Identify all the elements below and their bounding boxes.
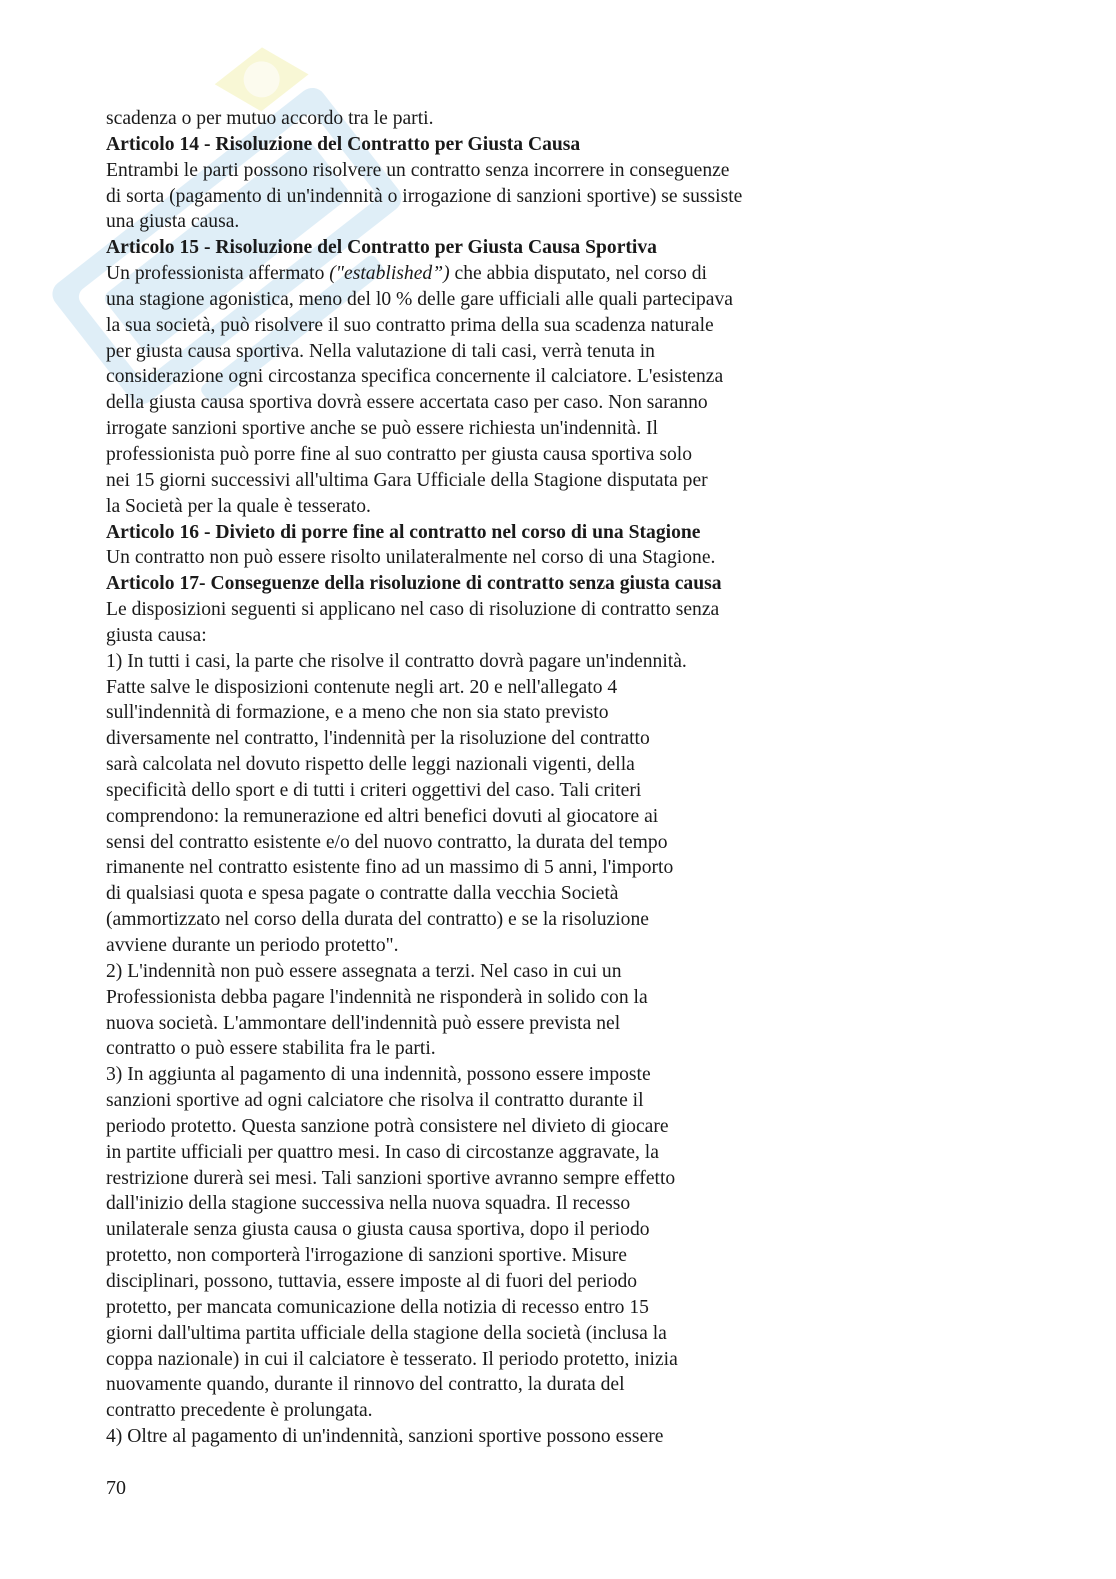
text-line: la sua società, può risolvere il suo contratto prima della sua scadenza naturale: [106, 314, 714, 336]
text-line: unilaterale senza giusta causa o giusta causa sportiva, dopo il periodo: [106, 1219, 650, 1241]
emphasis-text: ("established”): [329, 263, 450, 285]
text-segment: che abbia disputato, nel corso di: [449, 263, 707, 285]
text-line: giusta causa:: [106, 624, 207, 646]
text-line: della giusta causa sportiva dovrà essere accertata caso per caso. Non saranno: [106, 392, 708, 414]
text-line: rimanente nel contratto esistente fino ad un massimo di 5 anni, l'importo: [106, 857, 674, 879]
text-line: sanzioni sportive ad ogni calciatore che risolva il contratto durante il: [106, 1090, 644, 1112]
text-line: Entrambi le parti possono risolvere un contratto senza incorrere in conseguenze: [106, 159, 730, 181]
text-line: 1) In tutti i casi, la parte che risolve il contratto dovrà pagare un'indennità.: [106, 650, 687, 672]
text-line: contratto precedente è prolungata.: [106, 1400, 373, 1422]
text-line: di sorta (pagamento di un'indennità o irrogazione di sanzioni sportive) se sussiste: [106, 185, 743, 207]
text-line: avviene durante un periodo protetto".: [106, 935, 399, 956]
text-line: una stagione agonistica, meno del l0 % delle gare ufficiali alle quali partecipava: [106, 288, 733, 310]
text-line: sarà calcolata nel dovuto rispetto delle leggi nazionali vigenti, della: [106, 754, 635, 776]
text-line: in partite ufficiali per quattro mesi. In caso di circostanze aggravate, la: [106, 1141, 659, 1163]
text-line: restrizione durerà sei mesi. Tali sanzioni sportive avranno sempre effetto: [106, 1167, 676, 1189]
text-line: per giusta causa sportiva. Nella valutazione di tali casi, verrà tenuta in: [106, 340, 655, 362]
text-line: la Società per la quale è tesserato.: [106, 495, 371, 517]
text-line: una giusta causa.: [106, 211, 240, 233]
text-line: nei 15 giorni successivi all'ultima Gara Ufficiale della Stagione disputata per: [106, 469, 708, 491]
text-line: Fatte salve le disposizioni contenute negli art. 20 e nell'allegato 4: [106, 676, 618, 698]
text-line: scadenza o per mutuo accordo tra le parti.: [106, 108, 434, 129]
text-line: Un contratto non può essere risolto unilateralmente nel corso di una Stagione.: [106, 547, 716, 569]
text-line: dall'inizio della stagione successiva nella nuova squadra. Il recesso: [106, 1193, 631, 1215]
text-line: nuovamente quando, durante il rinnovo del contratto, la durata del: [106, 1374, 625, 1396]
text-line: 4) Oltre al pagamento di un'indennità, sanzioni sportive possono essere: [106, 1426, 664, 1448]
text-line-with-emphasis: [106, 261, 846, 287]
article-14-heading: Articolo 14 - Risoluzione del Contratto per Giusta Causa: [106, 133, 581, 155]
text-line: specificità dello sport e di tutti i criteri oggettivi del caso. Tali criteri: [106, 779, 642, 801]
text-line: Le disposizioni seguenti si applicano nel caso di risoluzione di contratto senza: [106, 599, 720, 621]
text-line: sull'indennità di formazione, e a meno che non sia stato previsto: [106, 702, 609, 724]
text-line: coppa nazionale) in cui il calciatore è tesserato. Il periodo protetto, inizia: [106, 1348, 678, 1370]
article-15-heading: Articolo 15 - Risoluzione del Contratto per Giusta Causa Sportiva: [106, 237, 657, 259]
text-segment: Un professionista affermato: [106, 263, 330, 285]
text-line: professionista può porre fine al suo contratto per giusta causa sportiva solo: [106, 443, 693, 465]
text-line: giorni dall'ultima partita ufficiale della stagione della società (inclusa la: [106, 1322, 667, 1344]
text-line: irrogate sanzioni sportive anche se può essere richiesta un'indennità. Il: [106, 418, 658, 440]
text-line: diversamente nel contratto, l'indennità per la risoluzione del contratto: [106, 728, 650, 750]
text-line: di qualsiasi quota e spesa pagate o contratte dalla vecchia Società: [106, 883, 619, 905]
article-17-heading: Articolo 17- Conseguenze della risoluzione di contratto senza giusta causa: [106, 573, 722, 595]
text-line: protetto, per mancata comunicazione della notizia di recesso entro 15: [106, 1296, 649, 1318]
text-line: comprendono: la remunerazione ed altri benefici dovuti al giocatore ai: [106, 805, 659, 827]
text-line: considerazione ogni circostanza specifica concernente il calciatore. L'esistenza: [106, 366, 724, 388]
text-line: protetto, non comporterà l'irrogazione di sanzioni sportive. Misure: [106, 1245, 627, 1267]
page-number: 70: [106, 1477, 126, 1499]
text-line: (ammortizzato nel corso della durata del contratto) e se la risoluzione: [106, 909, 649, 931]
text-line: nuova società. L'ammontare dell'indennità può essere prevista nel: [106, 1012, 621, 1034]
text-line: periodo protetto. Questa sanzione potrà consistere nel divieto di giocare: [106, 1115, 669, 1137]
text-line: contratto o può essere stabilita fra le parti.: [106, 1038, 436, 1060]
article-16-heading: Articolo 16 - Divieto di porre fine al contratto nel corso di una Stagione: [106, 521, 701, 543]
text-line: 3) In aggiunta al pagamento di una indennità, possono essere imposte: [106, 1064, 651, 1086]
text-line: 2) L'indennità non può essere assegnata a terzi. Nel caso in cui un: [106, 960, 622, 982]
document-body: [106, 106, 846, 1450]
text-line: Professionista debba pagare l'indennità ne risponderà in solido con la: [106, 986, 648, 1008]
text-line: disciplinari, possono, tuttavia, essere imposte al di fuori del periodo: [106, 1270, 638, 1292]
text-line: sensi del contratto esistente e/o del nuovo contratto, la durata del tempo: [106, 831, 668, 853]
